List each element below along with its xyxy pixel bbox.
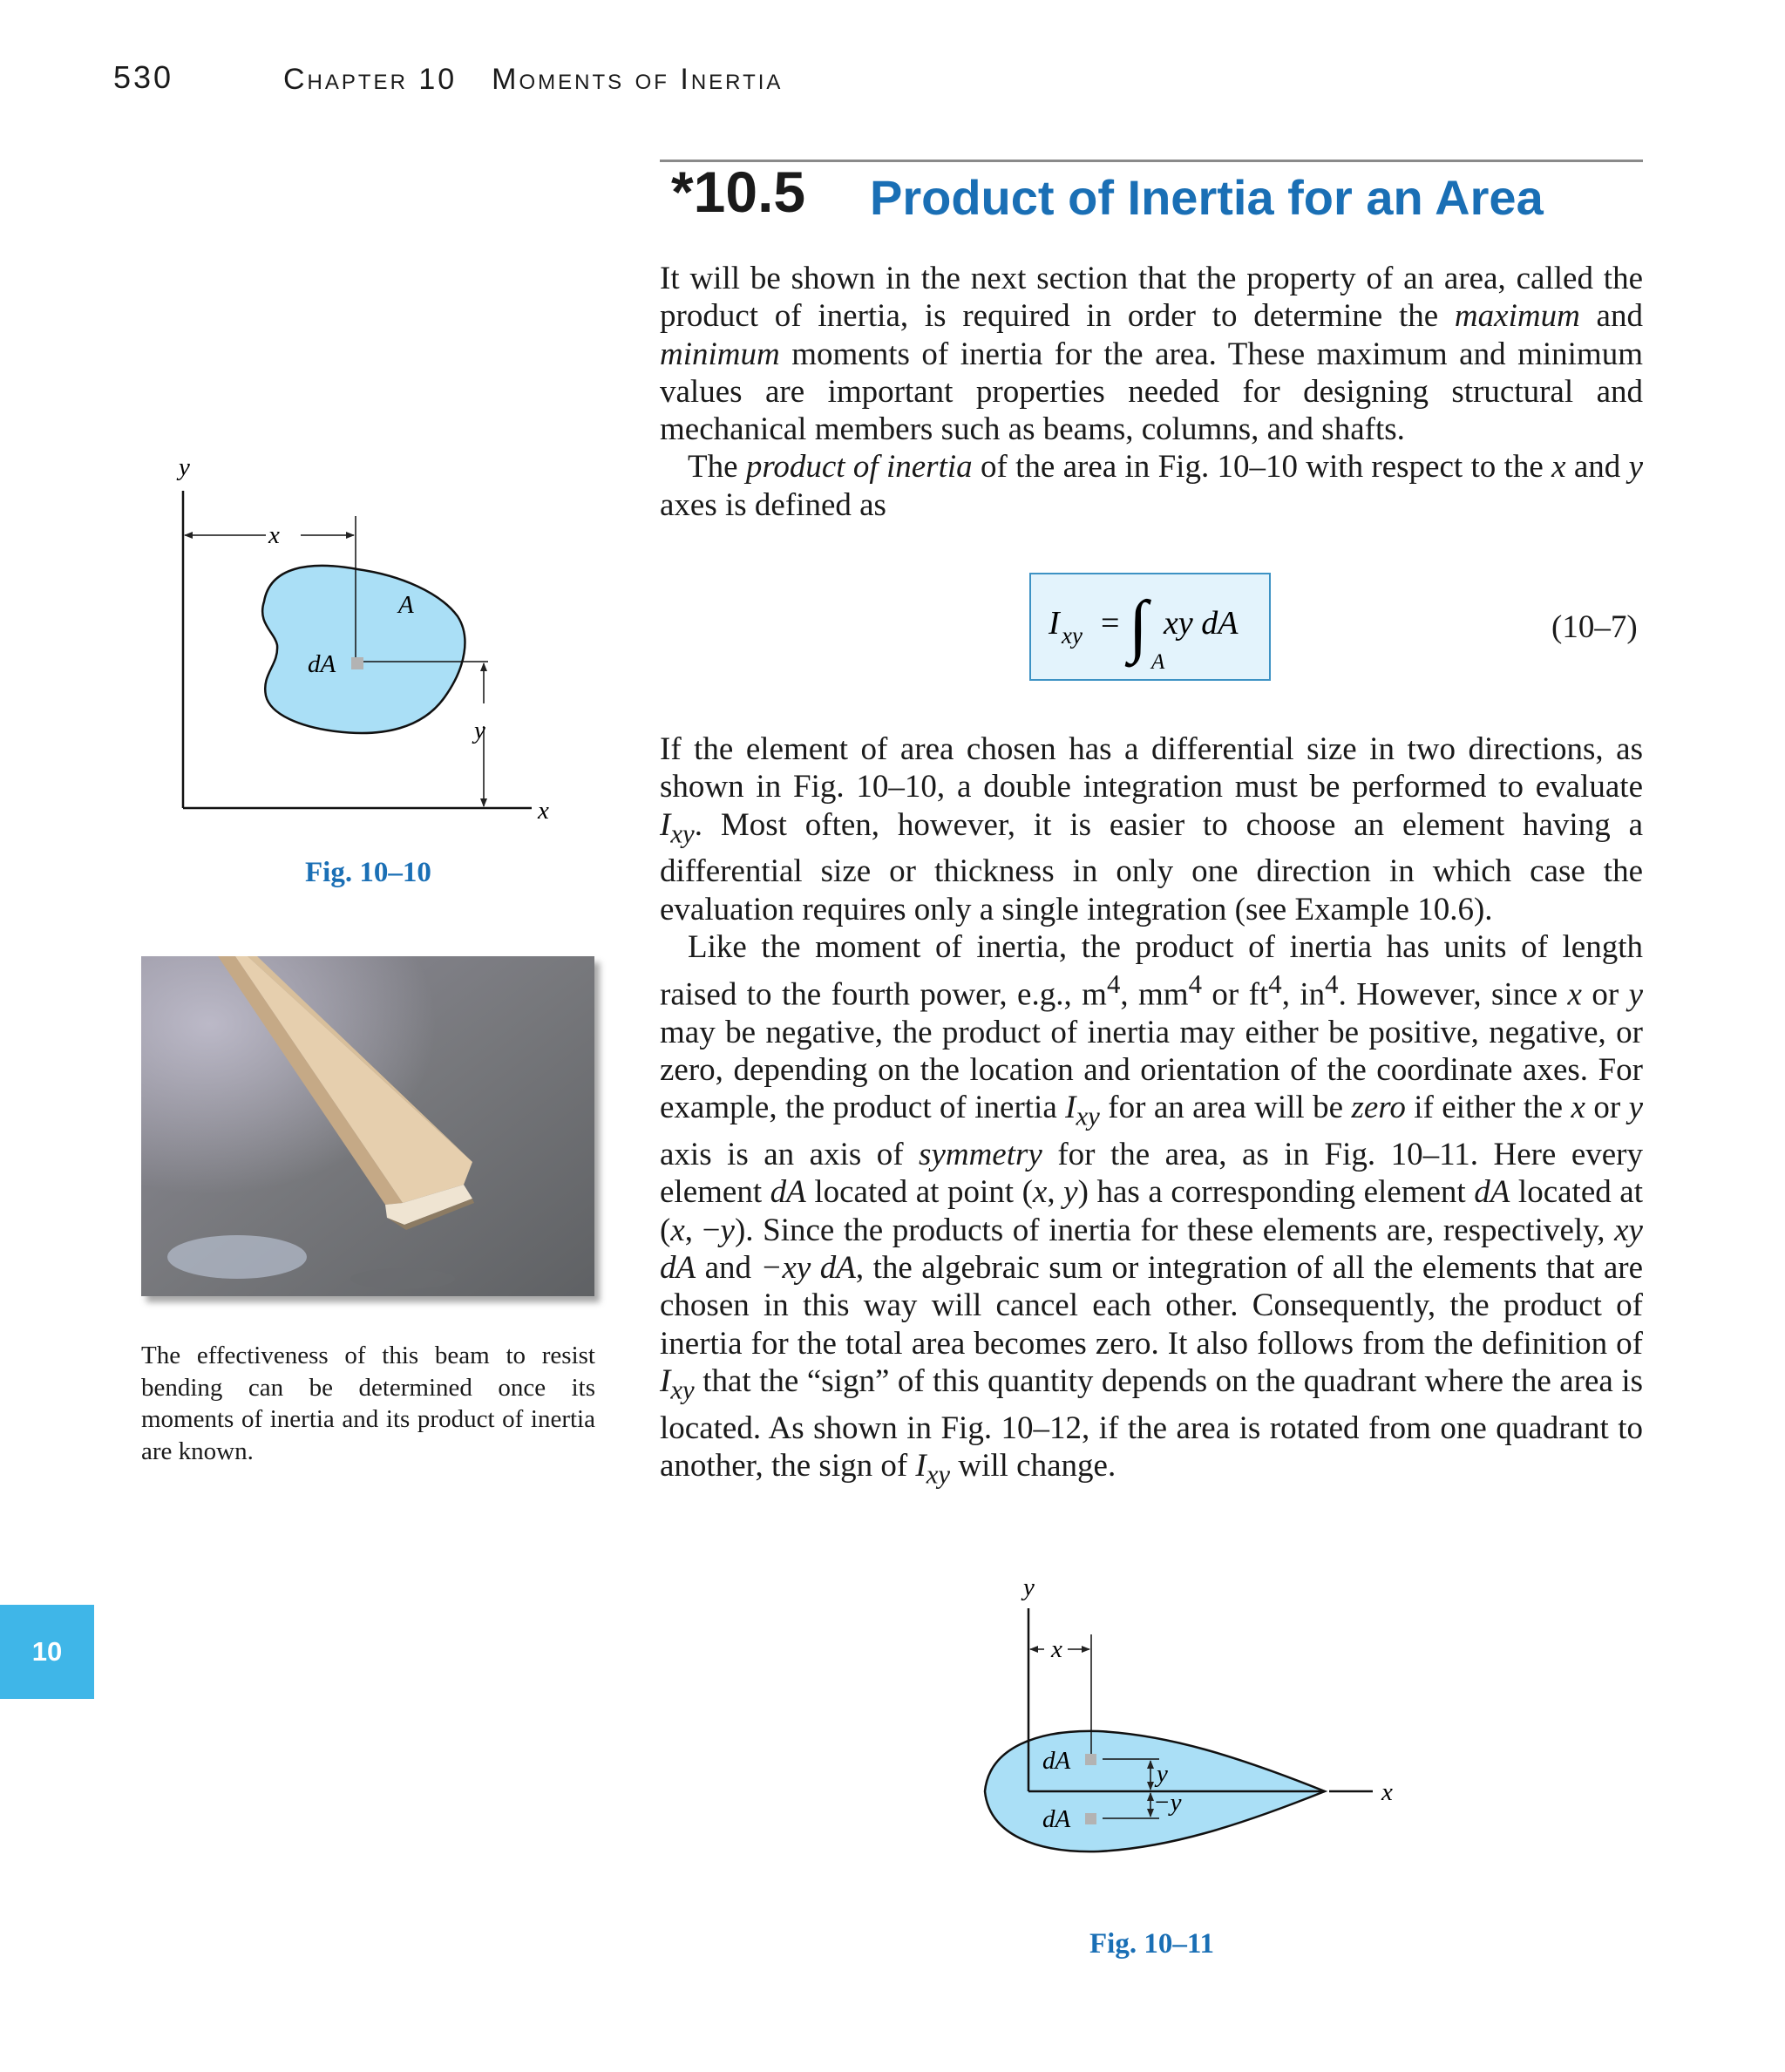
paragraph-1: It will be shown in the next section that the property of an area, called the product of inertia, is required in order to determine the maximum and minimum moments of inertia for the area. These maximum and minimum values are important properties needed for designing structural and mechanical members such as beams, columns, and shafts. [660, 261, 1643, 448]
photo-caption: The effectiveness of this beam to resist bending can be determined once its moments of inertia and its product of inertia are known. [141, 1342, 595, 1465]
body-text-top [660, 260, 1643, 524]
eq-lhs: I [1049, 605, 1060, 642]
fig-10-10-x-dim-label: x [268, 521, 280, 549]
chapter-label: Chapter 10 [283, 63, 458, 96]
chapter-title: Moments of Inertia [492, 63, 784, 96]
fig-10-11-y-axis-label: y [1023, 1573, 1035, 1601]
paragraph-2: The product of inertia of the area in Fig. 10–10 with respect to the x and y axes is defined as [660, 449, 1643, 523]
body-text-bottom [660, 730, 1643, 1494]
figure-10-11 [906, 1569, 1412, 1905]
fig-10-11-neg-y-dim-label: −y [1153, 1789, 1182, 1817]
beam-photo [141, 956, 594, 1296]
beam-photo-image [141, 956, 594, 1296]
section-number: *10.5 [671, 160, 806, 224]
paragraph-3: If the element of area chosen has a differential size in two directions, as shown in Fig. 10–10, a double integration must be performed to evaluate $I_{xy}$. Most often, however, it is easier to choose an element having a differential size or thickness in only one direction in which case the evaluation requires only a single integration (see Example 10.6). [660, 731, 1643, 927]
fig-10-11-element-top-label: dA [1042, 1747, 1071, 1775]
fig-10-11-y-dim-label: y [1157, 1760, 1168, 1788]
section-rule [660, 160, 1643, 162]
fig-10-11-x-dim-label: x [1051, 1635, 1062, 1663]
figure-10-10-diagram [139, 449, 593, 832]
fig-10-10-x-axis-label: x [538, 797, 549, 825]
figure-10-10 [139, 449, 593, 837]
fig-10-10-label: Fig. 10–10 [305, 857, 431, 888]
eq-lhs-sub: xy [1062, 622, 1083, 649]
page-number: 530 [113, 59, 174, 95]
eq-equals: = [1101, 605, 1120, 642]
paragraph-4: Like the moment of inertia, the product of inertia has units of length raised to the fourth power, e.g., $m^4$, $mm^4$ or $ft^4$, $in^4$. However, since x or y may be negative, the product of inertia may either be positive, negative, or zero, depending on the location and orientation of the coordinate axes. For example, the product of inertia $I_{xy}$ for an area will be zero if either the x or y axis is an axis of symmetry for the area, as in Fig. 10–11. Here every element dA located at point (x, y) has a corresponding element dA located at (x, −y). Since the products of inertia for these elements are, respectively, xy dA and −xy dA, the algebraic sum or integration of all the elements that are chosen in this way will cancel each other. Consequently, the product of inertia for the total area becomes zero. It also follows from the definition of $I_{xy}$ that the “sign” of this quantity depends on the quadrant where the area is located. As shown in Fig. 10–12, if the area is rotated from one quadrant to another, the sign of $I_{xy}$ will change. [660, 928, 1644, 1490]
eq-integral: ∫ [1129, 588, 1148, 664]
equation-box [1029, 573, 1271, 681]
fig-10-11-label: Fig. 10–11 [1089, 1928, 1215, 1960]
fig-10-11-element-bottom [1085, 1813, 1096, 1824]
fig-10-10-area-label: A [398, 591, 414, 619]
fig-10-11-x-axis-label: x [1381, 1778, 1393, 1806]
running-head [283, 63, 783, 97]
section-title: Product of Inertia for an Area [870, 170, 1544, 225]
eq-integrand: xy dA [1164, 605, 1239, 642]
fig-10-10-element-label: dA [308, 650, 336, 678]
area-shape [262, 566, 465, 733]
eq-integral-sub: A [1151, 650, 1165, 674]
figure-10-11-diagram [906, 1569, 1412, 1900]
area-element [351, 657, 363, 669]
chapter-tab[interactable]: 10 [0, 1605, 94, 1699]
equation-number: (10–7) [1551, 609, 1638, 645]
fig-10-10-y-axis-label: y [179, 453, 190, 481]
fig-10-11-element-top [1085, 1754, 1096, 1765]
equation-formula [1031, 574, 1269, 679]
fig-10-11-element-bottom-label: dA [1042, 1805, 1071, 1833]
fig-10-10-y-dim-label: y [474, 717, 485, 744]
